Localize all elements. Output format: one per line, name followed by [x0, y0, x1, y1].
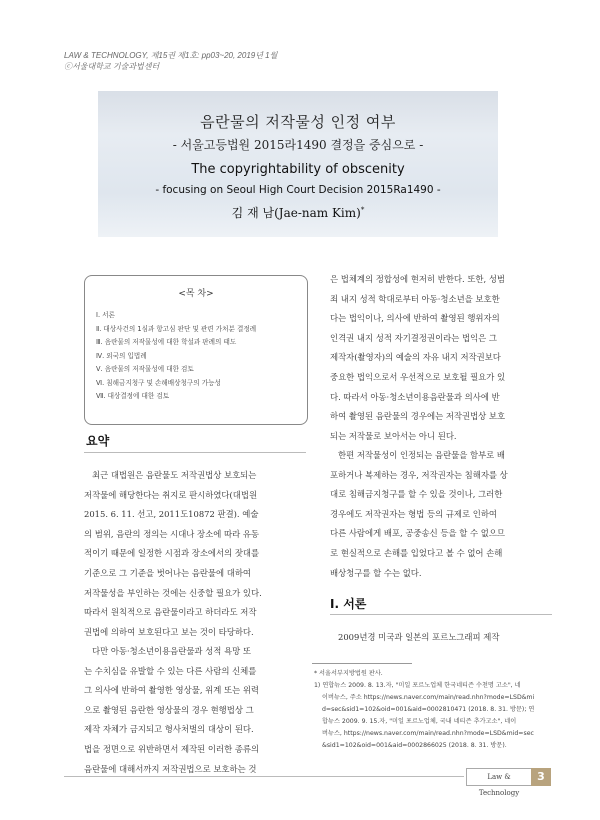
text-line: 으로 촬영된 음란한 영상물의 경우 현행법상 그: [84, 704, 254, 715]
text-line: 적이기 때문에 일정한 시점과 장소에서의 잣대를: [84, 548, 260, 559]
author-name: 김 재 남(Jae-nam Kim): [231, 206, 361, 220]
footnote-author: * 서울서부지방법원 판사.: [314, 670, 383, 677]
footnote-line: 버뉴스, https://news.naver.com/main/read.nhn?mode=LSD&mid=sec: [322, 730, 534, 737]
abstract-paragraph-1: [84, 466, 306, 642]
intro-heading-rule: [330, 614, 552, 615]
toc-item: Ⅱ. 대상사건의 1심과 항고심 판단 및 관련 가처분 결정례: [96, 324, 257, 333]
abstract-paragraph-4: [330, 446, 552, 583]
toc-item: Ⅴ. 음란물의 저작물성에 대한 검토: [96, 365, 194, 373]
toc-item: Ⅲ. 음란물의 저작물성에 대한 학설과 판례의 태도: [96, 338, 237, 346]
korean-subtitle: - 서울고등법원 2015라1490 결정을 중심으로 -: [172, 138, 424, 152]
text-line: 대로 침해금지청구를 할 수 있을 것이나, 그러한: [330, 489, 503, 500]
text-line: 기준으로 그 기준을 벗어나는 음란물에 대하여: [84, 567, 252, 578]
footnote-line: 이버뉴스, 주소 https://news.naver.com/main/read.nhn?mode=LSD&mi: [322, 694, 535, 701]
english-title: The copyrightability of obscenity: [191, 162, 405, 177]
footnote-line: d=sec&sid1=102&oid=001&aid=0002810471 (2018. 8. 31. 방문); 연: [322, 706, 535, 713]
footnote-line: 합뉴스 2009. 9. 15.자, "미일 포르노업체, 국내 네티즌 추가고소", 네이: [322, 718, 517, 725]
page-number: 3: [531, 768, 551, 786]
toc-item: Ⅳ. 외국의 입법례: [96, 351, 147, 360]
text-line: 죄 내지 성적 학대로부터 아동·청소년을 보호한: [330, 293, 500, 304]
text-line: 의 범위, 음란의 정의는 시대나 장소에 따라 유동: [84, 528, 260, 539]
text-line: 은 법체계의 정합성에 현저히 반한다. 또한, 성범: [330, 274, 506, 284]
text-line: 한편 저작물성이 인정되는 음란물을 함부로 배: [338, 450, 506, 460]
korean-title: 음란물의 저작물성 인정 여부: [200, 113, 396, 131]
intro-paragraph: [330, 628, 552, 648]
footnote-line: 1) 연합뉴스 2009. 8. 13.자, "미일 포르노업체 한국네티즌 수천명 고소", 네: [314, 682, 521, 689]
text-line: 그 의사에 반하여 촬영한 영상물, 위계 또는 위력: [84, 685, 260, 696]
text-line: 중요한 법익으로서 우선적으로 보호될 필요가 있: [330, 371, 506, 382]
abstract-heading-rule: [84, 452, 306, 453]
text-line: 인격권 내지 성적 자기결정권이라는 법익은 그: [330, 332, 498, 343]
toc-item: Ⅵ. 침해금지청구 및 손해배상청구의 가능성: [96, 378, 221, 387]
abstract-paragraph-3: [330, 270, 552, 446]
text-line: 최근 대법원은 음란물도 저작권법상 보호되는: [92, 470, 257, 480]
footnote-separator: [312, 663, 412, 664]
text-line: 제작 자체가 금지되고 형사처벌의 대상이 된다.: [84, 724, 254, 735]
title-block: [98, 91, 498, 237]
text-line: 권법에 의하여 보호된다고 보는 것이 타당하다.: [84, 626, 254, 637]
journal-header: [64, 50, 277, 72]
toc-list: [96, 309, 256, 404]
text-line: 2015. 6. 11. 선고, 2011도10872 판결). 예술: [84, 509, 259, 520]
text-line: 2009년경 미국과 일본의 포르노그래피 제작: [338, 632, 500, 642]
text-line: 하여 촬영된 음란물의 경우에는 저작권법상 보호: [330, 411, 506, 422]
english-subtitle: - focusing on Seoul High Court Decision 2015Ra1490 -: [155, 184, 441, 196]
text-line: 다. 따라서 아동·청소년이용음란물과 의사에 반: [330, 391, 500, 402]
text-line: 다만 아동·청소년이용음란물과 성적 욕망 또: [92, 646, 251, 656]
author-footnote-mark: *: [360, 206, 365, 214]
footer-rule: [64, 776, 464, 777]
journal-citation: LAW & TECHNOLOGY, 제15권 제1호: pp03~20, 2019년 1월: [64, 51, 278, 60]
table-of-contents: [84, 275, 308, 425]
text-line: 다른 사람에게 배포, 공중송신 등을 할 수 없으므: [330, 528, 506, 539]
author-line: [98, 204, 498, 221]
footnote-line: &sid1=102&oid=001&aid=0002866025 (2018. 8. 31. 방문).: [322, 742, 507, 749]
abstract-paragraph-2: [84, 642, 306, 779]
text-line: 저작물에 해당한다는 취지로 판시하였다(대법원: [84, 489, 258, 500]
intro-heading: Ⅰ. 서론: [330, 597, 367, 611]
text-line: 따라서 원칙적으로 음란물이라고 하더라도 저작: [84, 607, 257, 618]
text-line: 다는 법익이나, 의사에 반하여 촬영된 행위자의: [330, 313, 500, 324]
text-line: 포하거나 복제하는 경우, 저작권자는 침해자를 상: [330, 469, 508, 480]
text-line: 배상청구를 할 수는 없다.: [330, 567, 422, 578]
text-line: 되는 저작물로 보아서는 아니 된다.: [330, 430, 457, 441]
text-line: 법을 정면으로 위반하면서 제작된 이러한 종류의: [84, 743, 260, 754]
copyright-line: ⓒ서울대학교 기술과법센터: [64, 62, 160, 71]
abstract-heading: 요약: [86, 434, 110, 448]
toc-item: Ⅰ. 서론: [96, 311, 115, 319]
text-line: 저작물성을 부인하는 것에는 신중할 필요가 있다.: [84, 587, 262, 598]
text-line: 경우에도 저작권자는 형법 등의 규제로 인하여: [330, 508, 498, 519]
text-line: 제작자(촬영자)의 예술의 자유 내지 저작권보다: [330, 352, 501, 363]
footer-journal-name: Law & Technology: [466, 768, 531, 786]
text-line: 는 수치심을 유발할 수 있는 다른 사람의 신체를: [84, 665, 257, 676]
text-line: 음란물에 대해서까지 저작권법으로 보호하는 것: [84, 763, 257, 774]
text-line: 로 현실적으로 손해를 입었다고 볼 수 없어 손해: [330, 547, 503, 558]
toc-item: Ⅶ. 대상결정에 대한 검토: [96, 392, 170, 400]
toc-heading: <목 차>: [178, 289, 214, 299]
